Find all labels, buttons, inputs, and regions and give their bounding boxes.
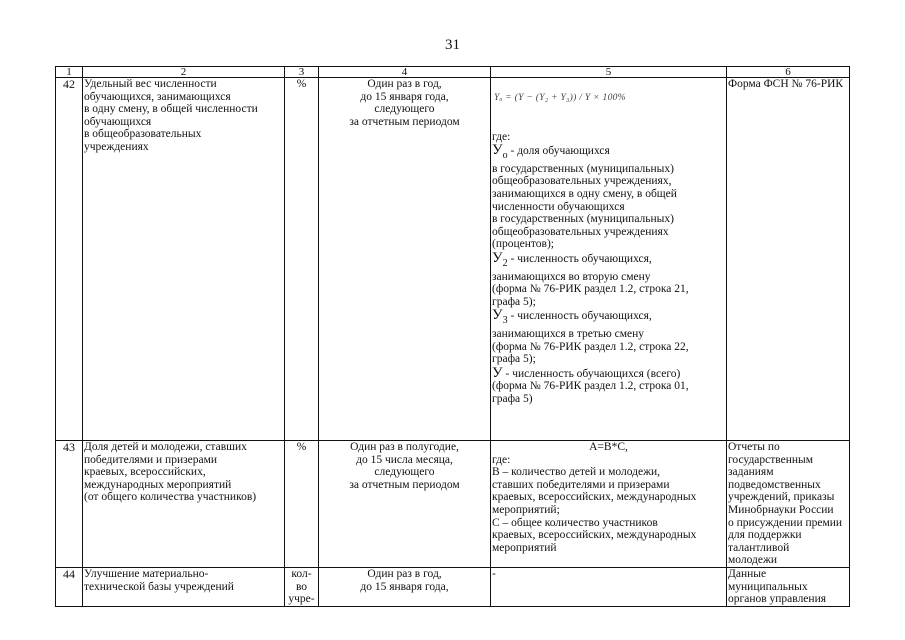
method-text: - численность обучающихся (всего): [505, 367, 681, 380]
indicators-table: [55, 66, 850, 607]
unit-cell: %: [285, 441, 319, 568]
source-text: для поддержки талантливой: [728, 529, 802, 554]
indicator-text: обучающихся: [84, 115, 152, 128]
table-row: [56, 441, 850, 568]
method-text: - доля обучающихся: [510, 145, 610, 158]
header-cell: 2: [83, 67, 285, 78]
method-cell: [491, 78, 727, 441]
method-text: мероприятий;: [492, 503, 560, 516]
unit-text: кол-во: [291, 567, 312, 593]
period-text: за отчетным периодом: [349, 115, 460, 128]
source-text: учреждений, приказы: [728, 491, 835, 504]
method-text: краевых, всероссийских, международных: [492, 529, 697, 542]
method-text: (форма № 76-РИК раздел 1.2, строка 21,: [492, 283, 689, 296]
indicator-cell: [83, 78, 285, 441]
period-text: до 15 числа месяца,: [356, 453, 453, 466]
indicator-cell: [83, 567, 285, 606]
method-text: графа 5);: [492, 295, 536, 308]
period-cell: [319, 441, 491, 568]
formula: A=B*C,: [589, 441, 628, 453]
period-text: Один раз в год,: [367, 78, 442, 90]
source-cell: [727, 567, 850, 606]
indicator-text: победителями и призерами: [84, 453, 218, 466]
source-text: Отчеты по государственным: [728, 441, 814, 466]
source-text: Данные муниципальных: [728, 567, 808, 593]
indicator-text: краевых, всероссийских,: [84, 466, 206, 479]
period-text: до 15 января года,: [360, 90, 449, 103]
header-cell: 5: [491, 67, 727, 78]
indicator-text: в одну смену, в общей численности: [84, 103, 258, 116]
source-text: молодежи: [728, 554, 778, 567]
period-text: Один раз в полугодие,: [350, 441, 459, 453]
method-text: краевых, всероссийских, международных: [492, 491, 697, 504]
indicator-text: Удельный вес численности: [84, 78, 217, 90]
variable-subscript: о: [502, 150, 508, 162]
method-text: - численность обучающихся,: [510, 310, 652, 323]
method-text: (форма № 76-РИК раздел 1.2, строка 01,: [492, 380, 689, 393]
indicator-text: в общеобразовательных: [84, 128, 202, 141]
indicator-cell: [83, 441, 285, 568]
method-text: C – общее количество участников: [492, 516, 658, 529]
variable-subscript: 2: [502, 257, 508, 269]
indicator-text: учреждениях: [84, 140, 149, 153]
header-cell: 4: [319, 67, 491, 78]
row-number: 42: [56, 78, 83, 441]
method-text: - численность обучающихся,: [510, 252, 652, 265]
method-text: общеобразовательных учреждениях,: [492, 175, 672, 188]
method-text: (форма № 76-РИК раздел 1.2, строка 22,: [492, 340, 689, 353]
method-text: B – количество детей и молодежи,: [492, 466, 661, 479]
source-text: Форма ФСН № 76-РИК: [728, 78, 844, 90]
method-text: мероприятий: [492, 541, 557, 554]
method-text: в государственных (муниципальных): [492, 213, 674, 226]
table-row: [56, 78, 850, 441]
variable-symbol: У: [492, 142, 503, 159]
variable-subscript: 3: [502, 315, 508, 327]
variable-symbol: У: [492, 307, 503, 324]
unit-cell: %: [285, 78, 319, 441]
method-text: занимающихся в третью смену: [492, 327, 644, 340]
page-number: 31: [445, 37, 460, 53]
table-header-row: [56, 67, 850, 78]
source-cell: [727, 78, 850, 441]
indicator-text: технической базы учреждений: [84, 580, 234, 593]
source-text: Минобрнауки России: [728, 503, 834, 516]
period-text: за отчетным периодом: [349, 478, 460, 491]
header-cell: 1: [56, 67, 83, 78]
table-row: [56, 567, 850, 606]
source-text: заданиям подведомственных: [728, 466, 821, 491]
method-text: занимающихся в одну смену, в общей: [492, 187, 677, 200]
method-text: численности обучающихся: [492, 200, 625, 213]
indicator-text: Улучшение материально-: [84, 567, 209, 580]
unit-cell: [285, 567, 319, 606]
variable-symbol: У: [492, 364, 503, 381]
method-text: занимающихся во вторую смену: [492, 270, 651, 283]
method-text: где:: [492, 453, 511, 466]
unit-text: учре-: [288, 593, 315, 606]
method-text: ставших победителями и призерами: [492, 478, 670, 491]
method-text: графа 5): [492, 392, 533, 405]
indicator-text: (от общего количества участников): [84, 491, 257, 504]
source-text: о присуждении премии: [728, 516, 843, 529]
indicator-text: обучающихся, занимающихся: [84, 90, 231, 103]
method-text: (процентов);: [492, 238, 554, 251]
method-text: где:: [492, 130, 511, 143]
method-cell: -: [491, 567, 727, 606]
row-number: 43: [56, 441, 83, 568]
period-text: Один раз в год,: [367, 567, 442, 580]
source-cell: [727, 441, 850, 568]
method-text: общеобразовательных учреждениях: [492, 225, 669, 238]
formula: Yₒ = (Y − (Y₂ + Y₃)) / Y × 100%: [494, 93, 626, 103]
method-cell: [491, 441, 727, 568]
indicator-text: Доля детей и молодежи, ставших: [84, 441, 247, 453]
period-cell: [319, 78, 491, 441]
period-text: следующего: [374, 466, 435, 479]
row-number: 44: [56, 567, 83, 606]
indicator-text: международных мероприятий: [84, 478, 232, 491]
period-text: следующего: [374, 103, 435, 116]
method-text: графа 5);: [492, 353, 536, 366]
period-text: до 15 января года,: [360, 580, 449, 593]
header-cell: 3: [285, 67, 319, 78]
period-cell: [319, 567, 491, 606]
variable-symbol: У: [492, 249, 503, 266]
header-cell: 6: [727, 67, 850, 78]
source-text: органов управления: [728, 593, 827, 606]
method-text: в государственных (муниципальных): [492, 162, 674, 175]
